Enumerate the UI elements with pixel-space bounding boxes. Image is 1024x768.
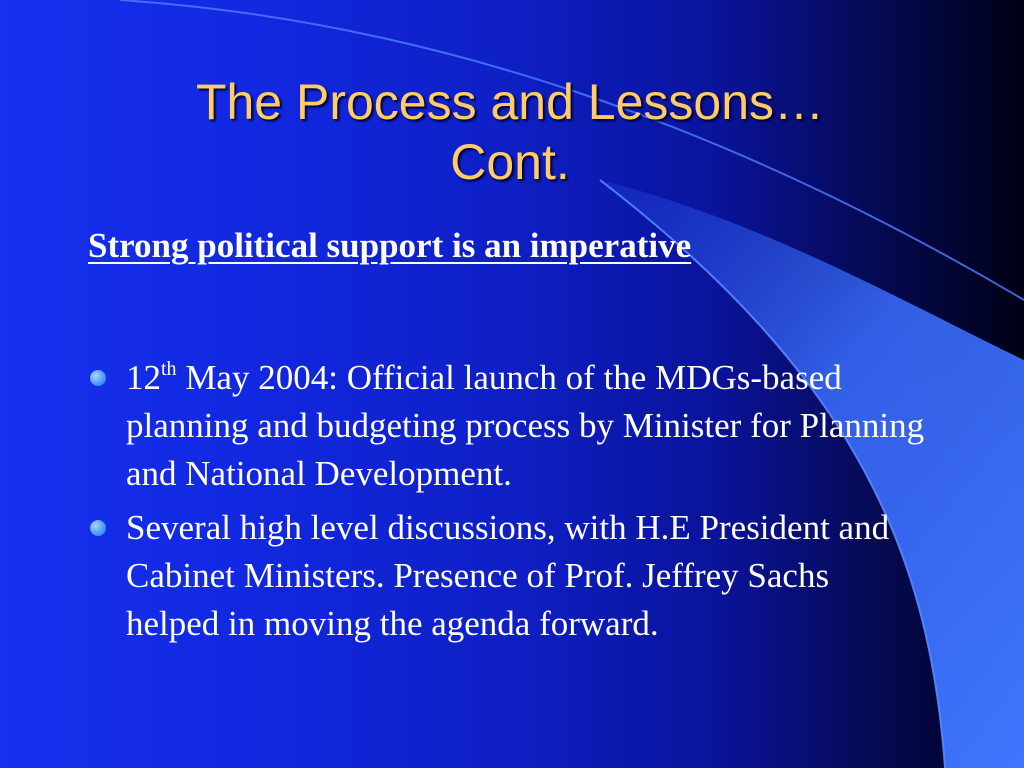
bullet-text: Several high level discussions, with H.E President and Cabinet Ministers. Presence of Prof. Jeffrey Sachs helped in moving the agenda forward. [126, 508, 890, 643]
title-line-2: Cont. [450, 134, 570, 190]
bullet-dot-icon [90, 520, 106, 536]
bullet-text: May 2004: Official launch of the MDGs-based planning and budgeting process by Minister for Planning and National Development. [126, 358, 925, 493]
bullet-date-suffix: th [161, 358, 177, 380]
bullet-date-number: 12 [126, 358, 161, 397]
title-line-1: The Process and Lessons… [195, 74, 825, 130]
bullet-item [88, 354, 928, 498]
slide-title [80, 72, 940, 192]
bullet-item [88, 504, 928, 648]
bullet-dot-icon [90, 370, 106, 386]
slide-subtitle: Strong political support is an imperative [88, 226, 692, 265]
bullet-list [88, 354, 928, 654]
